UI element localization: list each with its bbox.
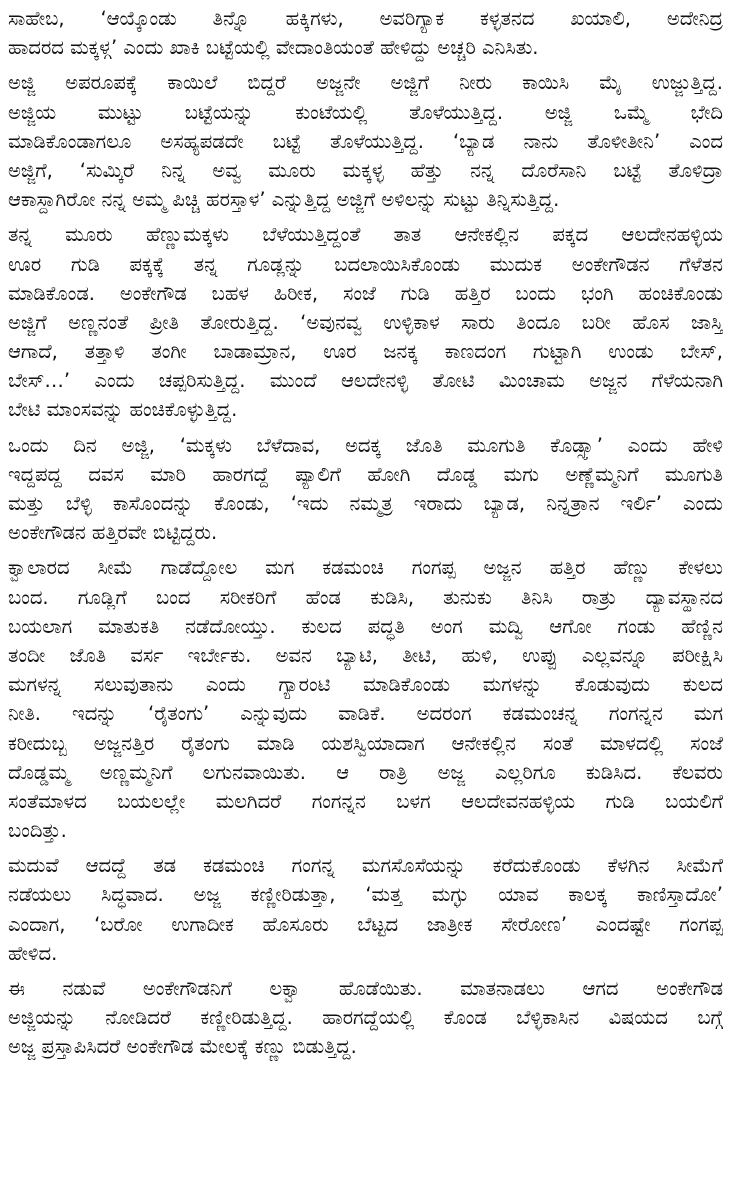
text-line: ದೊಡ್ಡಮ್ಮ ಅಣ್ಣಮ್ಮನಿಗೆ ಲಗುನವಾಯಿತು. ಆ ರಾತ್ರಿ ಅಜ್ಜ ಎಲ್ಲರಿಗೂ ಕುಡಿಸಿದ. ಕೆಲವರು: [8, 760, 723, 784]
paragraph: [8, 974, 723, 1062]
text-line: ಸಾಹೇಬ, ‘ಆಯ್ಕೊಂಡು ತಿನ್ನೊ ಹಕ್ಕಿಗಳು, ಅವರಿಗ್ಯಾಕ ಕಳ್ಳತನದ ಖಯಾಲಿ, ಅದೇನಿದ್ರ: [8, 7, 723, 30]
paragraph: [8, 4, 723, 62]
text-line: ಮದುವೆ ಆದದ್ದೆ ತಡ ಕಡಮಂಚಿ ಗಂಗನ್ನ ಮಗಸೊಸೆಯನ್ನು ಕರೆದುಕೊಂಡು ಕೆಳಗಿನ ಸೀಮೆಗೆ: [8, 854, 723, 878]
text-line: ಮತ್ತು ಬೆಳ್ಳಿ ಕಾಸೊಂದನ್ನು ಕೊಂಡು, ‘ಇದು ನಮ್ಮತ್ರ ಇರಾದು ಬ್ಯಾಡ, ನಿನ್ನತ್ರಾನ ಇರ್ಲಿ’ ಎಂದು: [8, 492, 723, 515]
text-line: ನಡೆಯಲು ಸಿದ್ಧವಾದ. ಅಜ್ಜ ಕಣ್ಣೀರಿಡುತ್ತಾ, ‘ಮತ್ತ ಮಗ್ಳು ಯಾವ ಕಾಲಕ್ಕ ಕಾಣಿಸ್ತಾದೋ’: [8, 883, 723, 907]
paragraph: [8, 68, 723, 214]
document-body: [8, 4, 723, 1062]
text-line: ಮಗಳನ್ನ ಸಲುವುತಾನು ಎಂದು ಗ್ಯಾರಂಟಿ ಮಾಡಿಕೊಂಡು ಮಗಳನ್ನು ಕೊಡುವುದು ಕುಲದ: [8, 673, 723, 697]
text-line: ತನ್ನ ಮೂರು ಹೆಣ್ಣುಮಕ್ಕಳು ಬೆಳೆಯುತ್ತಿದ್ದಂತೆ ತಾತ ಆನೇಕಲ್ಲಿನ ಪಕ್ಕದ ಆಲದೇನಹಳ್ಳಿಯ: [8, 223, 723, 247]
text-line: ಇದ್ದಪದ್ದ ದವಸ ಮಾರಿ ಹಾರಗದ್ದೆ ಪ್ಯಾಲಿಗೆ ಹೋಗಿ ದೊಡ್ಡ ಮಗು ಅಣ್ಣೆಮ್ಮನಿಗೆ ಮೂಗುತಿ: [8, 462, 723, 486]
text-line: ಅಜ್ಜಿಗೆ, ‘ಸುಮ್ಕಿರೆ ನಿನ್ನ ಅವ್ವ ಮೂರು ಮಕ್ಕಳ್ಳ ಹೆತ್ತು ನನ್ನ ದೊರೆಸಾನಿ ಬಟ್ಟೆ ತೊಳಿದ್ರಾ: [8, 158, 723, 182]
text-line: ಆಗಾದೆ, ತತ್ತಾಳಿ ತಂಗೀ ಬಾಡಾಮ್ರಾನ, ಊರ ಜನಕ್ಕ ಕಾಣದಂಗ ಗುಟ್ಟಾಗಿ ಉಂಡು ಬೇಸ್,: [8, 340, 723, 364]
text-line: ಅಂಕೇಗೌಡನ ಹತ್ತಿರವೇ ಬಿಟ್ಟಿದ್ದರು.: [8, 521, 218, 545]
text-line: ಬಂದ. ಗೂಡ್ಲಿಗೆ ಬಂದ ಸರೀಕರಿಗೆ ಹೆಂಡ ಕುಡಿಸಿ, ತುನುಕು ತಿನಿಸಿ ರಾತ್ರು ದ್ಯಾವಸ್ಥಾನದ: [8, 585, 723, 609]
text-line: ಅಜ್ಜಿ ಅಪರೂಪಕ್ಕೆ ಕಾಯಿಲೆ ಬಿದ್ದರೆ ಅಜ್ಜನೇ ಅಜ್ಜಿಗೆ ನೀರು ಕಾಯಿಸಿ ಮೈ ಉಜ್ಜುತ್ತಿದ್ದ.: [8, 71, 723, 95]
text-line: ಬೇಸ್…’ ಎಂದು ಚಪ್ಪರಿಸುತ್ತಿದ್ದ. ಮುಂದೆ ಆಲದೇನಳ್ಳಿ ತೋಟಿ ಮಿಂಚಾಮ ಅಜ್ಜನ ಗೆಳೆಯನಾಗಿ: [8, 369, 723, 393]
text-line: ಬಂದಿತ್ತು.: [8, 819, 67, 843]
text-line: ಹೇಳಿದ.: [8, 941, 58, 965]
text-line: ಆಕಾಸ್ದಾಗಿರೋ ನನ್ನ ಅಮ್ಮ ಪಿಚ್ಚಿ ಹರಸ್ತಾಳ’ ಎನ್ನುತ್ತಿದ್ದ ಅಜ್ಜಿಗೆ ಅಳಿಲನ್ನು ಸುಟ್ಟು ತಿನ್ನಿಸುತ್ತಿದ್ದ.: [8, 188, 560, 212]
text-line: ಮಾಡಿಕೊಂಡಾಗಲೂ ಅಸಹ್ಯಪಡದೇ ಬಟ್ಟೆ ತೊಳೆಯುತ್ತಿದ್ದ. ‘ಬ್ಯಾಡ ನಾನು ತೊಳೀತೀನಿ’ ಎಂದ: [8, 129, 723, 153]
text-line: ಅಜ್ಜ ಪ್ರಸ್ತಾಪಿಸಿದರೆ ಅಂಕೇಗೌಡ ಮೇಲಕ್ಕೆ ಕಣ್ಣು ಬಿಡುತ್ತಿದ್ದ.: [8, 1035, 357, 1059]
text-line: ಅಜ್ಜಿಯ ಮುಟ್ಟು ಬಟ್ಟೆಯನ್ನು ಕುಂಟೆಯಲ್ಲಿ ತೊಳೆಯುತ್ತಿದ್ದ. ಅಜ್ಜಿ ಒಮ್ಮೆ ಭೇದಿ: [8, 100, 723, 124]
text-line: ಬಯಲಾಗ ಮಾತುಕತಿ ನಡೆದೋಯ್ತು. ಕುಲದ ಪದ್ಧತಿ ಅಂಗ ಮದ್ವಿ ಆಗೋ ಗಂಡು ಹೆಣ್ಣಿನ: [8, 614, 723, 638]
paragraph: [8, 553, 723, 845]
text-line: ಊರ ಗುಡಿ ಪಕ್ಕಕ್ಕೆ ತನ್ನ ಗೂಡ್ಲನ್ನು ಬದಲಾಯಿಸಿಕೊಂಡು ಮುದುಕ ಅಂಕೇಗೌಡನ ಗೆಳೆತನ: [8, 252, 723, 276]
text-line: ಬೇಟಿ ಮಾಂಸವನ್ನು ಹಂಚಿಕೊಳ್ಳುತ್ತಿದ್ದ.: [8, 398, 238, 422]
text-line: ಕರೀದುಬ್ಬ ಅಜ್ಜನತ್ತಿರ ರೈತಂಗು ಮಾಡಿ ಯಶಸ್ವಿಯಾದಾಗ ಆನೇಕಲ್ಲಿನ ಸಂತೆ ಮಾಳದಲ್ಲಿ ಸಂಜೆ: [8, 731, 723, 755]
text-line: ಈ ನಡುವೆ ಅಂಕೇಗೌಡನಿಗೆ ಲಕ್ವಾ ಹೊಡೆಯಿತು. ಮಾತನಾಡಲು ಆಗದ ಅಂಕೇಗೌಡ: [8, 977, 723, 1000]
text-line: ಸಂತೆಮಾಳದ ಬಯಲಲ್ಲೇ ಮಲಗಿದರೆ ಗಂಗನ್ನನ ಬಳಗ ಆಲದೇವನಹಳ್ಳಿಯ ಗುಡಿ ಬಯಲಿಗೆ: [8, 789, 723, 813]
text-line: ತಂದೀ ಜೊತಿ ವರ್ಸ ಇರ್ಬೇಕು. ಅವನ ಬ್ಯಾಟಿ, ತೀಟಿ, ಹುಳಿ, ಉಪ್ಪು ಎಲ್ಲವನ್ನೂ ಪರೀಕ್ಷಿಸಿ: [8, 643, 723, 667]
text-line: ಅಜ್ಜಿಗೆ ಅಣ್ಣನಂತೆ ಪ್ರೀತಿ ತೋರುತ್ತಿದ್ದ. ‘ಅವುನವ್ವ ಉಳ್ಳಿಕಾಳ ಸಾರು ತಿಂದೂ ಬರೀ ಹೊಸ ಜಾಸ್ತಿ: [8, 310, 723, 334]
text-line: ಅಜ್ಜಿಯನ್ನು ನೋಡಿದರೆ ಕಣ್ಣೀರಿಡುತ್ತಿದ್ದ. ಹಾರಗದ್ದೆಯಲ್ಲಿ ಕೊಂಡ ಬೆಳ್ಳಿಕಾಸಿನ ವಿಷಯದ ಬಗ್ಗೆ: [8, 1006, 723, 1030]
paragraph: [8, 220, 723, 424]
text-line: ಒಂದು ದಿನ ಅಜ್ಜಿ, ‘ಮಕ್ಕಳು ಬೆಳೆದಾವ, ಅದಕ್ಕ ಜೊತಿ ಮೂಗುತಿ ಕೊಡ್ಸ್ಯಾ’ ಎಂದು ಹೇಳಿ: [8, 433, 723, 457]
paragraph: [8, 851, 723, 968]
text-line: ಕ್ವಾಲಾರದ ಸೀಮೆ ಗಾಡೆದ್ದೋಲ ಮಗ ಕಡಮಂಚಿ ಗಂಗಪ್ಪ ಅಜ್ಜನ ಹತ್ತಿರ ಹೆಣ್ಣು ಕೇಳಲು: [8, 556, 723, 580]
text-line: ನೀತಿ. ಇದನ್ನು ‘ರೈತಂಗು’ ಎನ್ನುವುದು ವಾಡಿಕೆ. ಅದರಂಗ ಕಡಮಂಚನ್ನ ಗಂಗನ್ನನ ಮಗ: [8, 702, 723, 726]
paragraph: [8, 431, 723, 548]
text-line: ಹಾದರದ ಮಕ್ಕಳ್ಗ’ ಎಂದು ಖಾಕಿ ಬಟ್ಟೆಯಲ್ಲಿ ವೇದಾಂತಿಯಂತೆ ಹೇಳಿದ್ದು ಅಚ್ಚರಿ ಎನಿಸಿತು.: [8, 36, 539, 60]
text-line: ಮಾಡಿಕೊಂಡ. ಅಂಕೇಗೌಡ ಬಹಳ ಹಿರೀಕ, ಸಂಜೆ ಗುಡಿ ಹತ್ತಿರ ಬಂದು ಭಂಗಿ ಹಂಚಿಕೊಂಡು: [8, 281, 723, 305]
text-line: ಎಂದಾಗ, ‘ಬರೋ ಉಗಾದೀಕ ಹೊಸೂರು ಬೆಟ್ಟದ ಜಾತ್ರೀಕ ಸೇರೋಣ’ ಎಂದಷ್ಟೇ ಗಂಗಪ್ಪ: [8, 912, 723, 936]
